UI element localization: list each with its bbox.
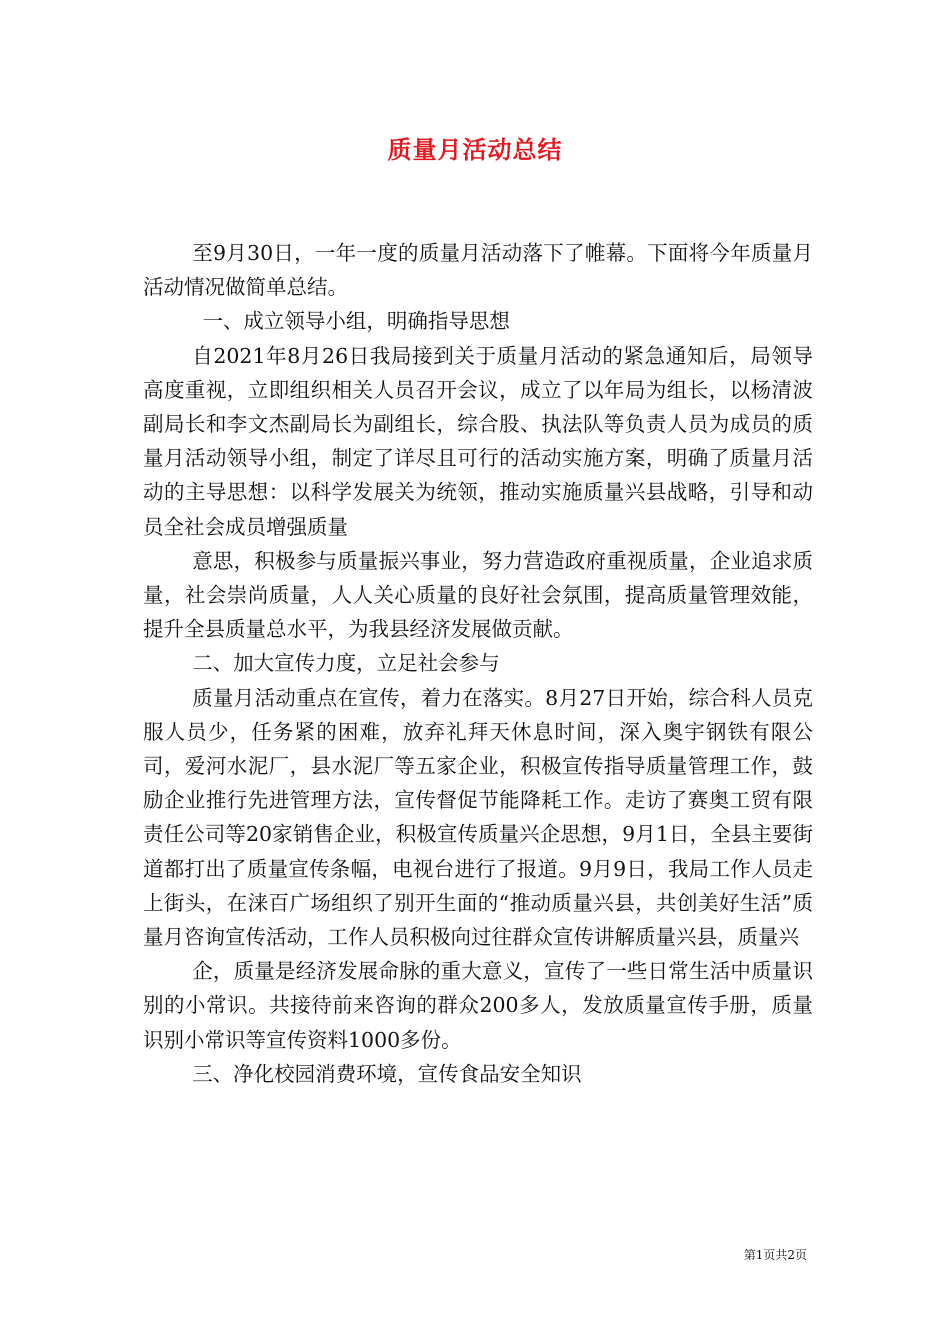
section-heading-3: 三、净化校园消费环境，宣传食品安全知识 [192,1061,582,1086]
document-body [143,236,813,1091]
paragraph-section-2-continued: 企，质量是经济发展命脉的重大意义，宣传了一些日常生活中质量识别的小常识。共接待前来咨询的群众200多人，发放质量宣传手册，质量识别小常识等宣传资料1000多份。 [143,959,813,1052]
paragraph-section-1-continued: 意思，积极参与质量振兴事业，努力营造政府重视质量，企业追求质量，社会崇尚质量，人人关心质量的良好社会氛围，提高质量管理效能，提升全县质量总水平，为我县经济发展做贡献。 [143,548,813,642]
paragraph-intro: 至9月30日，一年一度的质量月活动落下了帷幕。下面将今年质量月活动情况做简单总结。 [143,241,813,300]
paragraph-section-1: 自2021年8月26日我局接到关于质量月活动的紧急通知后，局领导高度重视，立即组织相关人员召开会议，成立了以年局为组长，以杨清波副局长和李文杰副局长为副组长，综合股、执法队等负责人员为成员的质量月活动领导小组，制定了详尽且可行的活动实施方案，明确了质量月活动的主导思想：以科学发展关为统领，推动实施质量兴县战略，引导和动员全社会成员增强质量 [143,343,813,539]
section-heading-1: 一、成立领导小组，明确指导思想 [202,309,510,334]
paragraph-section-2: 质量月活动重点在宣传，着力在落实。8月27日开始，综合科人员克服人员少，任务紧的困难，放弃礼拜天休息时间，深入奥宇钢铁有限公司，爱河水泥厂，县水泥厂等五家企业，积极宣传指导质量管理工作，鼓励企业推行先进管理方法，宣传督促节能降耗工作。走访了赛奥工贸有限责任公司等20家销售企业，积极宣传质量兴企思想，9月1日，全县主要街道都打出了质量宣传条幅，电视台进行了报道。9月9日，我局工作人员走上街头，在涞百广场组织了别开生面的“推动质量兴县，共创美好生活”质量月咨询宣传活动，工作人员积极向过往群众宣传讲解质量兴县，质量兴 [143,685,813,950]
page-number: 第1页共2页 [743,1248,807,1262]
document-title: 质量月活动总结 [387,135,563,164]
section-heading-2: 二、加大宣传力度，立足社会参与 [192,651,500,676]
